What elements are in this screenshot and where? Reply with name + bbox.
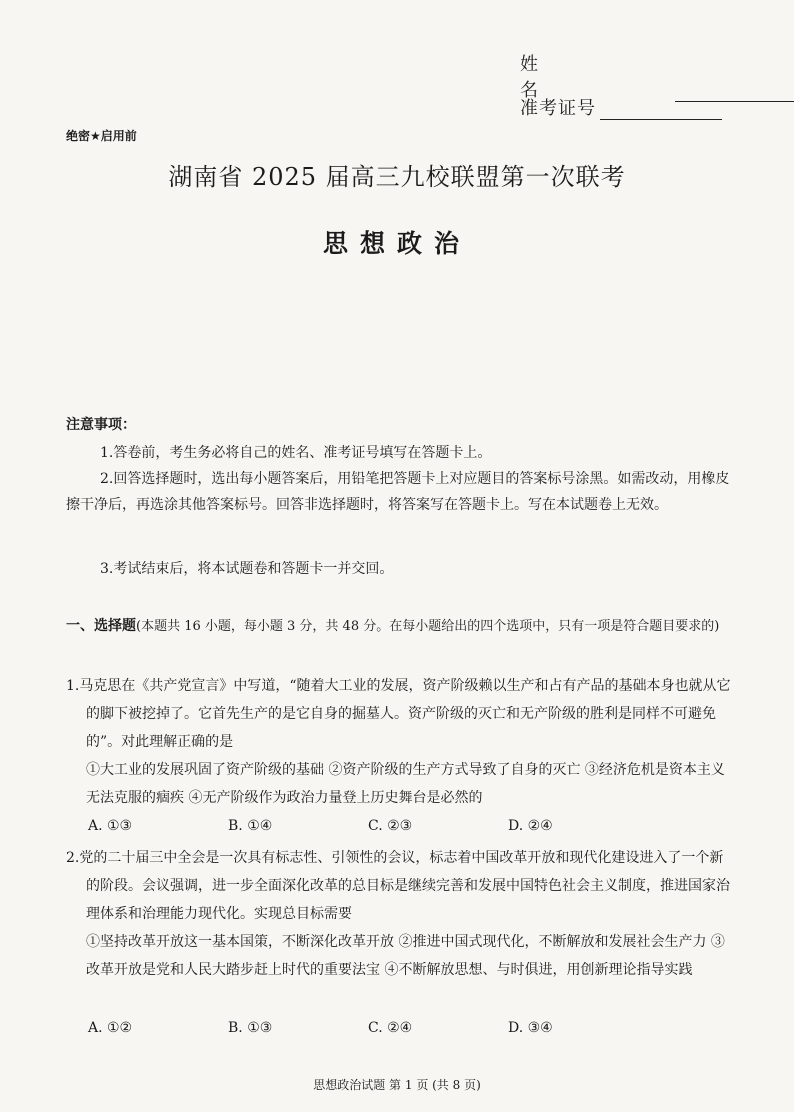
notice-item: 2.回答选择题时，选出每小题答案后，用铅笔把答题卡上对应题目的答案标号涂黑。如需改动，用橡皮擦干净后，再选涂其他答案标号。回答非选择题时，将答案写在答题卡上。写在本试题卷上无效。 [66,471,730,513]
exam-id-label: 准考证号 [520,98,596,119]
option-d: D. ②④ [508,818,553,834]
name-label: 姓 名 [520,54,576,101]
question-2-options [88,1020,648,1036]
page-footer: 思想政治试题 第 1 页 (共 8 页) [313,1078,481,1092]
option-b: B. ①③ [228,1020,273,1036]
exam-title: 湖南省 2025 届高三九校联盟第一次联考 [168,163,626,191]
question-1 [66,672,734,812]
exam-id-field [520,94,722,120]
exam-id-underline [600,103,722,120]
question-stem: 党的二十届三中全会是一次具有标志性、引领性的会议，标志着中国改革开放和现代化建设进入了一个新的阶段。会议强调，进一步全面深化改革的总目标是继续完善和发展中国特色社会主义制度，推进国家治理体系和治理能力现代化。实现总目标需要 [79,850,730,922]
option-c: C. ②④ [368,1020,413,1036]
option-d: D. ③④ [508,1020,553,1036]
question-statements: ①大工业的发展巩固了资产阶级的基础 ②资产阶级的生产方式导致了自身的灭亡 ③经济危机是资本主义无法克服的痼疾 ④无产阶级作为政治力量登上历史舞台是必然的 [86,762,725,806]
question-1-options [88,818,648,834]
option-a: A. ①② [88,1020,133,1036]
notice-heading: 注意事项： [66,417,136,433]
question-number: 2. [66,850,80,866]
section-heading [66,612,734,641]
section-title: 一、选择题 [66,618,136,634]
notice-item: 1.答卷前，考生务必将自己的姓名、准考证号填写在答题卡上。 [100,445,492,461]
subject-title: 思想政治 [322,229,471,258]
notice-item: 3.考试结束后，将本试题卷和答题卡一并交回。 [100,561,394,577]
question-number: 1. [66,678,80,694]
option-b: B. ①④ [228,818,273,834]
option-a: A. ①③ [88,818,133,834]
question-stem: 马克思在《共产党宣言》中写道，“随着大工业的发展，资产阶级赖以生产和占有产品的基础本身也就从它的脚下被挖掉了。它首先生产的是它自身的掘墓人。资产阶级的灭亡和无产阶级的胜利是同样不可避免的”。对此理解正确的是 [79,678,731,750]
question-2 [66,844,734,984]
section-note: (本题共 16 小题，每小题 3 分，共 48 分。在每小题给出的四个选项中，只有一项是符合题目要求的) [136,619,720,634]
option-c: C. ②③ [368,818,413,834]
question-statements: ①坚持改革开放这一基本国策，不断深化改革开放 ②推进中国式现代化，不断解放和发展社会生产力 ③改革开放是党和人民大踏步赶上时代的重要法宝 ④不断解放思想、与时俱进，用创新理论指导实践 [86,934,725,978]
confidential-mark: 绝密★启用前 [66,129,137,143]
